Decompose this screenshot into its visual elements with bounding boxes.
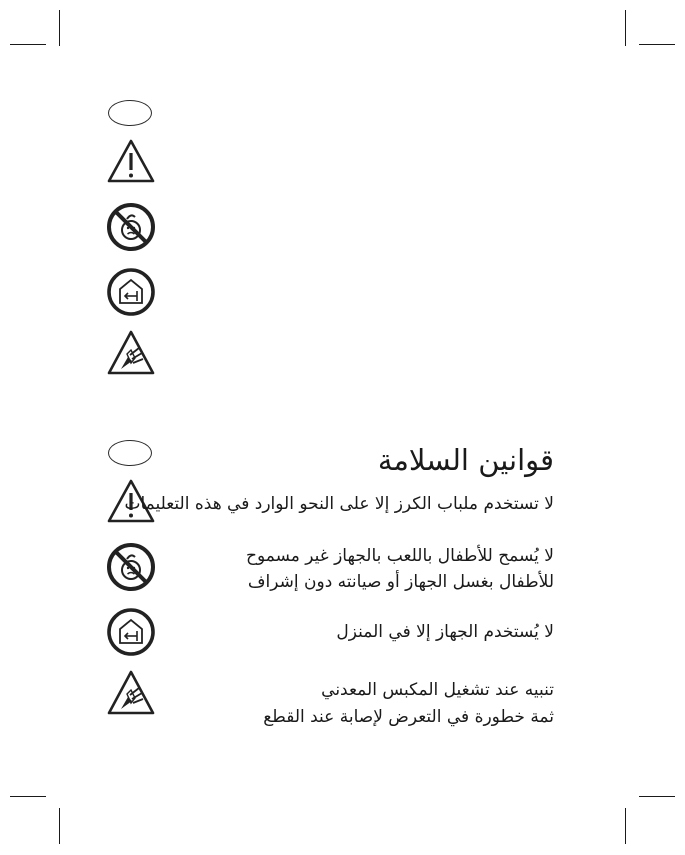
page-title: قوانين السلامة bbox=[377, 443, 554, 477]
crop-mark bbox=[59, 808, 60, 844]
indoor-use-only-icon bbox=[106, 607, 156, 657]
crop-mark bbox=[10, 44, 46, 45]
no-children-icon bbox=[106, 202, 156, 252]
indoor-use-only-icon bbox=[106, 267, 156, 317]
crop-mark bbox=[59, 10, 60, 46]
rule-text: للأطفال بغسل الجهاز أو صيانته دون إشراف bbox=[247, 572, 554, 592]
warning-triangle-icon bbox=[106, 137, 156, 187]
cut-hazard-icon bbox=[106, 328, 156, 378]
crop-mark bbox=[639, 44, 675, 45]
crop-mark bbox=[639, 796, 675, 797]
cut-hazard-icon bbox=[106, 668, 156, 718]
crop-mark bbox=[625, 10, 626, 46]
crop-mark bbox=[10, 796, 46, 797]
language-oval bbox=[108, 440, 152, 466]
rule-text: لا يُستخدم الجهاز إلا في المنزل bbox=[336, 622, 554, 642]
rule-text: لا تستخدم ملباب الكرز إلا على النحو الوارد في هذه التعليمات bbox=[124, 494, 554, 514]
rule-text: ثمة خطورة في التعرض لإصابة عند القطع bbox=[263, 707, 554, 727]
rule-text: لا يُسمح للأطفال باللعب بالجهاز غير مسموح bbox=[246, 546, 554, 566]
no-children-icon bbox=[106, 542, 156, 592]
crop-mark bbox=[625, 808, 626, 844]
language-oval bbox=[108, 100, 152, 126]
rule-text: تنبيه عند تشغيل المكبس المعدني bbox=[321, 680, 554, 700]
